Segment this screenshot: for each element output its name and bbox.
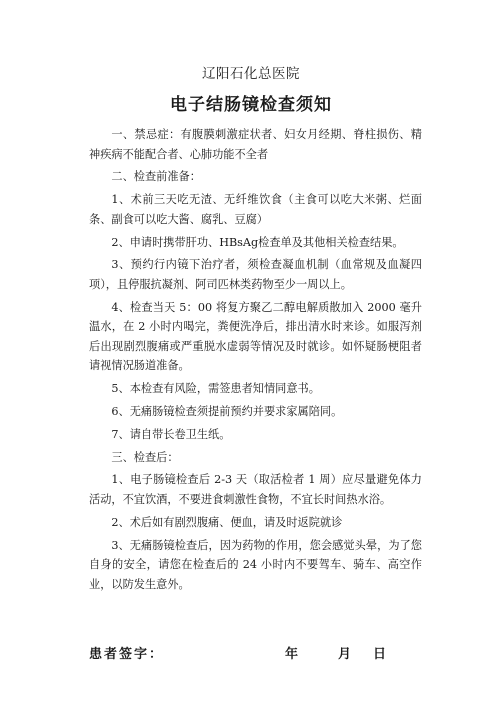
document-title: 电子结肠镜检查须知 <box>170 95 332 115</box>
paragraph-diet: 1、术前三天吃无渣、无纤维饮食（主食可以吃大米粥、烂面条、副食可以吃大酱、腐乳、豆腐） <box>89 193 422 226</box>
paragraph-consent: 5、本检查有风险，需签患者知情同意书。 <box>111 382 320 396</box>
paragraph-contraindications: 一、禁忌症：有腹膜刺激症状者、妇女月经期、脊柱损伤、精神疾病不能配合者、心肺功能不全者 <box>89 128 422 161</box>
signature-year: 年 <box>285 647 299 662</box>
document-body <box>89 125 422 598</box>
paragraph-painless-appointment: 6、无痛肠镜检查须提前预约并要求家属陪同。 <box>111 405 343 419</box>
signature-line <box>89 643 429 663</box>
paragraph-lab-reports: 2、申请时携带肝功、HBsAg检查单及其他相关检查结果。 <box>111 235 404 249</box>
hospital-name: 辽阳石化总医院 <box>202 66 300 82</box>
signature-day: 日 <box>373 647 387 662</box>
paragraph-bowel-prep: 4、检查当天 5：00 将复方聚乙二醇电解质散加入 2000 毫升温水，在 2 小时内喝完，粪便洗净后，排出清水时来诊。如服泻剂后出现剧烈腹痛或严重脱水虚弱等情况及时就诊。如怀疑肠梗阻者请视情况肠道准备。 <box>89 300 422 373</box>
paragraph-coagulation: 3、预约行内镜下治疗者，须检查凝血机制（血常规及血凝四项），且停服抗凝剂、阿司匹林类药物至少一周以上。 <box>89 258 422 291</box>
paragraph-after-safety: 3、无痛肠镜检查后，因为药物的作用，您会感觉头晕，为了您自身的安全，请您在检查后的 24 小时内不要驾车、骑车、高空作业，以防发生意外。 <box>89 538 422 591</box>
paragraph-after-activity: 1、电子肠镜检查后 2-3 天（取活检者 1 周）应尽量避免体力活动，不宜饮酒，不要进食刺激性食物，不宜长时间热水浴。 <box>89 473 422 506</box>
section-heading-after: 三、检查后： <box>111 450 179 464</box>
section-heading-preparation: 二、检查前准备： <box>111 170 201 184</box>
signature-label: 患者签字： <box>89 647 165 662</box>
signature-month: 月 <box>338 647 352 662</box>
paragraph-after-symptoms: 2、术后如有剧烈腹痛、便血，请及时返院就诊 <box>111 515 343 529</box>
paragraph-toilet-paper: 7、请自带长卷卫生纸。 <box>111 427 231 441</box>
